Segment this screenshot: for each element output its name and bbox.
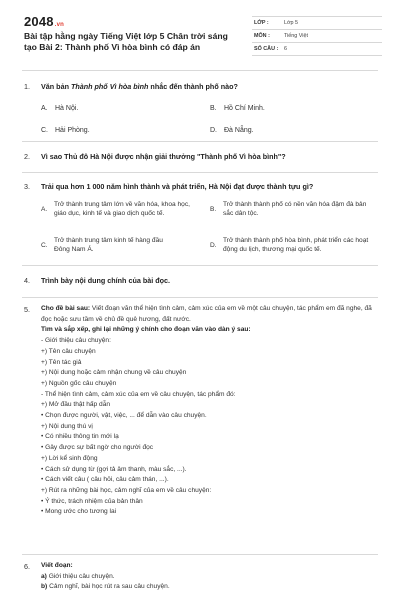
sub-item-a (41, 572, 381, 583)
outline-line: • Mong ước cho tương lai (41, 508, 117, 516)
question-5-body (41, 304, 381, 518)
option-letter: A. (41, 105, 48, 112)
sub-item-label: a) (41, 572, 47, 580)
option-letter: C. (41, 242, 48, 249)
sub-item-b (41, 582, 381, 593)
outline-line: +) Mở đầu thật hấp dẫn (41, 401, 111, 409)
question-5-task: Tìm và sắp xếp, ghi lại những ý chính cho đoạn văn vào dàn ý sau: (41, 326, 251, 334)
info-row-count (252, 43, 382, 56)
outline-line: • Gây được sự bất ngờ cho người đọc (41, 444, 154, 452)
info-key: LỚP : (254, 20, 269, 26)
info-value: Lớp 5 (284, 20, 299, 26)
option-d[interactable] (210, 126, 254, 135)
question-number: 4. (24, 276, 30, 285)
question-number: 1. (24, 82, 30, 91)
option-letter: C. (41, 127, 48, 134)
sub-item-label: b) (41, 583, 48, 591)
divider (22, 172, 378, 173)
outline-line: • Có nhiều thông tin mới lạ (41, 433, 119, 441)
outline-line: • Cách viết câu ( câu hỏi, câu cảm thán, ...). (41, 476, 169, 484)
option-letter: D. (210, 127, 217, 134)
outline-line: • Cách sử dụng từ (gợi tả âm thanh, màu sắc, ...). (41, 465, 187, 473)
question-text: Trải qua hơn 1 000 năm hình thành và phát triển, Hà Nội đạt được thành tựu gì? (41, 182, 314, 191)
option-text: Trở thành trung tâm kinh tế hàng đầu Đông Nam Á. (54, 237, 163, 253)
option-letter: A. (41, 206, 48, 213)
option-letter: B. (210, 206, 217, 213)
info-key: SỐ CÂU : (254, 46, 279, 52)
sub-item-text: Cảm nghĩ, bài học rút ra sau câu chuyện. (47, 583, 170, 591)
info-row-subject (252, 30, 382, 43)
divider (22, 70, 378, 71)
option-b[interactable] (210, 104, 265, 113)
question-5-intro (41, 304, 379, 325)
question-text: Viết đoạn: (41, 562, 73, 569)
option-text: Hà Nội. (55, 105, 79, 112)
option-text: Trở thành trung tâm lớn về văn hóa, khoa học, giáo dục, kinh tế và giao dịch quốc tế. (54, 201, 190, 217)
outline-line: +) Nội dung thú vị (41, 422, 93, 430)
option-text: Hải Phòng. (55, 127, 90, 134)
divider (22, 141, 378, 142)
info-key: MÔN : (254, 33, 270, 39)
question-text: Vì sao Thủ đô Hà Nội được nhận giải thưởng "Thành phố Vì hòa bình"? (41, 152, 286, 161)
outline-line: - Thể hiện tình cảm, cảm xúc của em về câu chuyện, tác phẩm đó: (41, 390, 236, 398)
option-text: Đà Nẵng. (224, 127, 254, 134)
logo-suffix: .vn (54, 22, 65, 28)
info-row-class (252, 16, 382, 30)
outline-line: +) Tên tác giả (41, 358, 82, 366)
divider (22, 554, 378, 555)
option-text: Trở thành thành phố có nền văn hóa đậm đà bản sắc dân tộc. (223, 201, 367, 217)
site-logo[interactable] (24, 14, 64, 29)
question-6-body (41, 561, 381, 593)
outline-line: +) Tên câu chuyện (41, 347, 96, 355)
question-text: Trình bày nội dung chính của bài đọc. (41, 276, 170, 285)
outline-line: +) Lời kể sinh động (41, 454, 98, 462)
question-number: 6. (24, 562, 30, 571)
info-value: Tiếng Việt (284, 33, 308, 39)
question-number: 2. (24, 152, 30, 161)
question-text: Văn bản Thành phố Vì hòa bình nhắc đến thành phố nào? (41, 82, 238, 91)
outline-line: • Chọn được người, vật, việc, ... để dẫn vào câu chuyện. (41, 412, 207, 420)
document-header (0, 0, 400, 64)
outline-line: • Ý thức, trách nhiệm của bản thân (41, 497, 143, 505)
document-title: Bài tập hằng ngày Tiếng Việt lớp 5 Chân trời sáng tạo Bài 2: Thành phố Vì hòa bình có đáp án (24, 31, 228, 52)
outline-line: - Giới thiệu câu chuyện: (41, 337, 111, 345)
outline-line: +) Rút ra những bài học, cảm nghĩ của em về câu chuyện: (41, 486, 212, 494)
divider (22, 265, 378, 266)
option-text: Hồ Chí Minh. (224, 105, 265, 112)
option-c[interactable] (41, 126, 90, 135)
sub-item-text: Giới thiệu câu chuyện. (46, 572, 115, 580)
intro-label: Cho đề bài sau: (41, 305, 91, 312)
logo-main: 2048 (24, 14, 54, 29)
intro-text: Viết đoạn văn thể hiện tình cảm, cảm xúc của em về một câu chuyện, tác phẩm em đã nghe, đã đọc hoặc sưu tầm về chủ đề quê hương, đất nước. (41, 305, 372, 323)
info-value: 6 (284, 46, 287, 52)
question-number: 5. (24, 305, 30, 314)
outline-line: +) Nội dung hoặc cảm nhận chung về câu chuyện (41, 369, 187, 377)
question-number: 3. (24, 182, 30, 191)
info-table (252, 16, 382, 56)
option-letter: D. (210, 242, 217, 249)
option-letter: B. (210, 105, 217, 112)
option-text: Trở thành thành phố hòa bình, phát triển các hoạt động du lịch, thương mại quốc tế. (223, 237, 369, 253)
option-a[interactable] (41, 104, 78, 113)
outline-line: +) Nguồn gốc câu chuyện (41, 379, 117, 387)
divider (22, 297, 378, 298)
